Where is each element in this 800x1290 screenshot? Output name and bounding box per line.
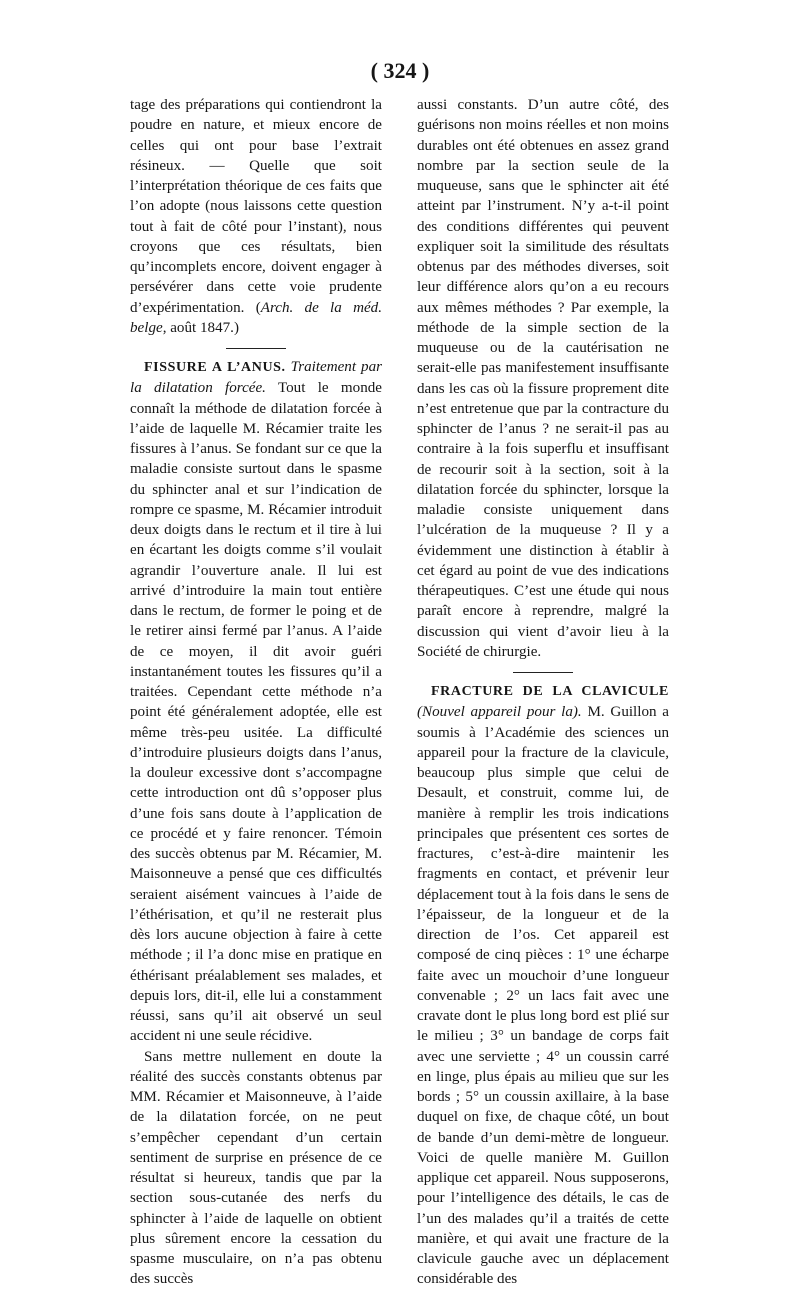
left-column: [130, 95, 382, 1290]
right-column: [417, 95, 669, 1290]
section-heading-fissure: FISSURE A L’ANUS.: [144, 360, 286, 375]
paragraph-fissure: [130, 357, 382, 1047]
citation-journal: Arch. de la méd. belge: [130, 299, 382, 336]
section-heading-clavicle: FRACTURE DE LA CLAVICULE: [431, 684, 669, 699]
paragraph-text: M. Guillon a soumis à l’Académie des sciences un appareil pour la fracture de la clavicule, beaucoup plus simple que celui de Desault, et construit, comme lui, de manière à remplir les trois indications principales que présentent ces sortes de fractures, c’est-à-dire maintenir les fragments en contact, et prévenir leur déplacement tout à la fois dans le sens de l’épaisseur, de la longueur et de la direction de l’os. Cet appareil est composé de cinq pièces : 1° une écharpe faite avec un mouchoir d’une longueur convenable ; 2° un lacs fait avec une cravate dont le plus long bord est plié sur le milieu ; 3° un bandage de corps fait avec une serviette ; 4° un coussin carré en linge, plus épais au milieu que sur les bords ; 5° un coussin axillaire, à la base duquel on fixe, de chaque côté, un bout de bande d’un demi-mètre de longueur. Voici de quelle manière M. Guillon applique cet appareil. Nous supposerons, pour l’intelligence des détails, le cas de l’un des malades qu’il a traités de cette manière, et qui avait une fracture de la clavicule gauche avec un déplacement considérable des: [417, 704, 669, 1288]
paragraph-fissure-continued: aussi constants. D’un autre côté, des guérisons non moins réelles et non moins durables ont été obtenues en assez grand nombre par la section seule de la muqueuse, sans que le sphincter ait été atteint par l’instrument. N’y a-t-il point des conditions différentes qui peuvent expliquer soit la similitude des résultats obtenus par des méthodes diverses, soit leur différence alors qu’on a eu recours aux mêmes méthodes ? Par exemple, la méthode de la simple section de la muqueuse ou de la cautérisation ne serait-elle pas manifestement insuffisante dans les cas où la fissure proprement dite n’est entretenue que par la contracture du sphincter de l’anus ? ne serait-il pas au contraire à la fois superflu et insuffisant de recourir soit à la section, soit à la dilatation forcée du sphincter, lorsque la maladie consiste uniquement dans l’ulcération de la muqueuse ? Il y a évidemment une distinction à établir à cet égard au point de vue des indications thérapeutiques. C’est une étude qui nous paraît encore à reprendre, malgré la discussion qui vient d’avoir lieu à la Société de chirurgie.: [417, 97, 669, 660]
section-divider: [226, 348, 286, 349]
paragraph-text: Tout le monde connaît la méthode de dilatation forcée à l’aide de laquelle M. Récamier traite les fissures à l’anus. Se fondant sur ce que la maladie consiste surtout dans le spasme du sphincter anal et sur l’indication de rompre ce spasme, M. Récamier introduit deux doigts dans le rectum et il tire à lui en écartant les doigts comme s’il voulait agrandir l’ouverture anale. Il lui est arrivé d’introduire la main tout entière dans le rectum, de former le poing et de le retirer ainsi fermé par l’anus. A l’aide de ce moyen, il dit avoir guéri instantanément toutes les fissures qu’il a traitées. Cependant cette méthode n’a point été généralement adoptée, elle est même très-peu usitée. La difficulté d’introduire plusieurs doigts dans l’anus, la douleur excessive dont s’accompagne cette introduction ont dû s’opposer plus d’une fois sans doute à l’application de ce procédé et y faire renoncer. Témoin des succès obtenus par M. Récamier, M. Maisonneuve a pensé que ces difficultés seraient aisément vaincues à l’aide de l’éthérisation, et qu’il ne resterait plus dès lors aucune objection à faire à cette méthode ; il l’a donc mise en pratique en éthérisant préalablement ses malades, et depuis lors, dit-il, elle lui a constamment réussi, sans qu’il ait observé un seul accident ni une seule récidive.: [130, 380, 382, 1045]
section-subtitle-clavicle: (Nouvel appareil pour la).: [417, 704, 582, 721]
section-divider: [513, 672, 573, 673]
paragraph-ergot-conclusion: [130, 95, 382, 338]
paragraph-text: tage des préparations qui contiendront la poudre en nature, et mieux encore de celles qui ont pour base l’extrait résineux. — Quelle que soit l’interprétation théorique de ces faits que l’on adopte (nous laissons cette question tout à fait de côté pour l’instant), nous croyons que ces résultats, bien qu’incomplets encore, doivent engager à persévérer dans cette voie prudente d’expérimentation. (: [130, 97, 382, 316]
citation-date: , août 1847.): [162, 319, 239, 336]
page-number: ( 324 ): [370, 58, 430, 83]
section-subtitle-fissure: Traitement par la dilatation forcée.: [130, 359, 382, 397]
paragraph-fissure-commentary: Sans mettre nullement en doute la réalité des succès constants obtenus par MM. Récamier et Maisonneuve, à l’aide de la dilatation forcée, on ne peut s’empêcher cependant d’un certain sentiment de surprise en présence de ce résultat si heureux, tandis que par la section sous-cutanée des nerfs du sphincter à l’aide de laquelle on obtient plus sûrement encore la cessation du spasme musculaire, on n’a pas obtenu des succès: [130, 1048, 382, 1288]
paragraph-clavicle: [417, 681, 669, 1290]
